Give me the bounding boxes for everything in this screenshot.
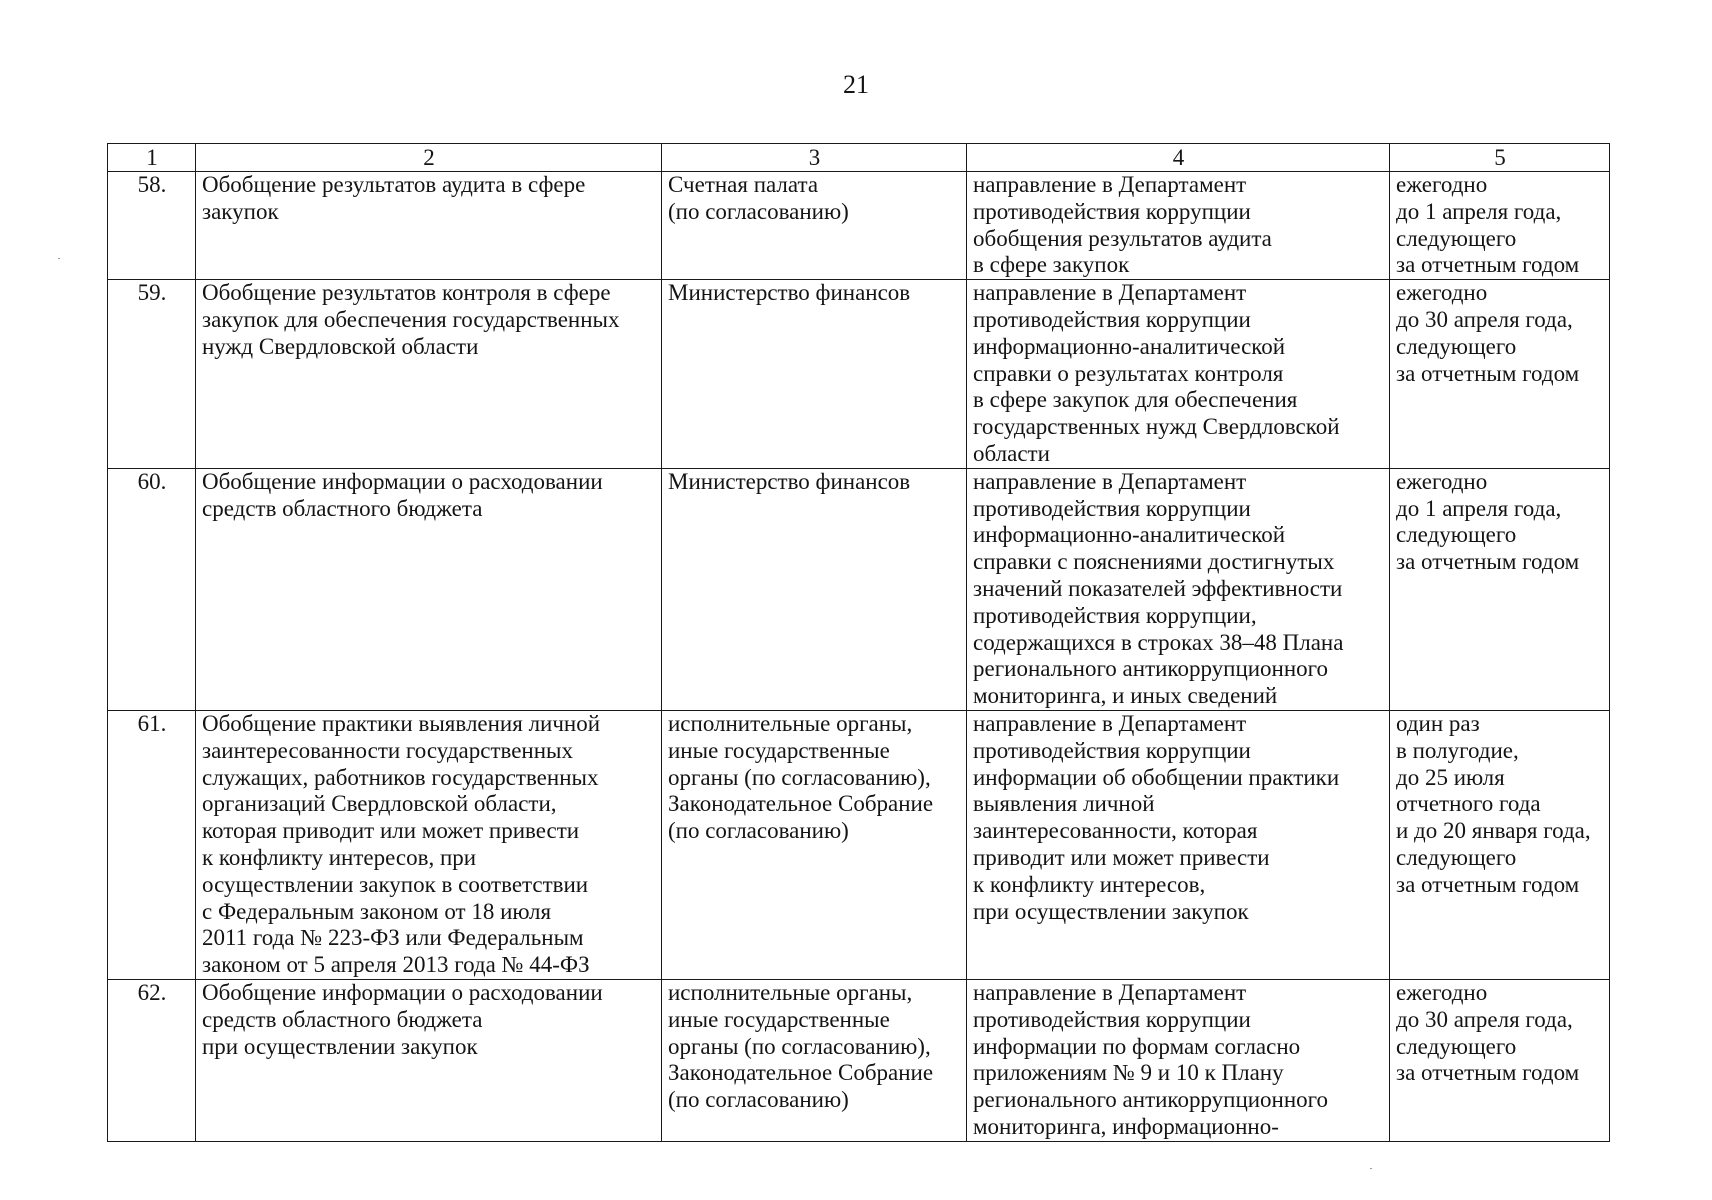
- cell-line: иные государственные: [668, 1006, 890, 1032]
- cell-line: отчетного года: [1396, 791, 1541, 817]
- cell-line: ежегодно: [1396, 979, 1488, 1005]
- plan-table: [107, 143, 1610, 1142]
- cell-line: ежегодно: [1396, 468, 1488, 494]
- cell-line: противодействия коррупции: [973, 1006, 1251, 1032]
- cell-line: которая приводит или может привести: [202, 818, 580, 844]
- cell-line: закупок для обеспечения государственных: [202, 306, 620, 332]
- cell-line: до 1 апреля года,: [1396, 495, 1562, 521]
- cell-line: следующего: [1396, 333, 1517, 359]
- cell-line: следующего: [1396, 522, 1517, 548]
- cell-line: исполнительные органы,: [668, 979, 913, 1005]
- cell-line: до 1 апреля года,: [1396, 198, 1562, 224]
- executor-cell: [662, 710, 967, 979]
- cell-line: с Федеральным законом от 18 июля: [202, 898, 552, 924]
- cell-line: противодействия коррупции: [973, 198, 1251, 224]
- cell-line: направление в Департамент: [973, 468, 1247, 494]
- cell-line: направление в Департамент: [973, 280, 1247, 306]
- header-cell-5: 5: [1390, 144, 1610, 172]
- cell-line: за отчетным годом: [1396, 252, 1580, 278]
- cell-line: за отчетным годом: [1396, 871, 1580, 897]
- row-number-cell: 60.: [108, 468, 196, 710]
- cell-line: закупок: [202, 198, 279, 224]
- table-row: [108, 979, 1610, 1141]
- cell-line: органы (по согласованию),: [668, 1033, 931, 1059]
- cell-line: направление в Департамент: [973, 710, 1247, 736]
- cell-line: Обобщение результатов контроля в сфере: [202, 280, 611, 306]
- cell-line: к конфликту интересов,: [973, 871, 1206, 897]
- cell-line: противодействия коррупции: [973, 306, 1251, 332]
- table-row: [108, 468, 1610, 710]
- measure-cell: [196, 172, 662, 280]
- cell-line: справки о результатах контроля: [973, 360, 1284, 386]
- header-row: [108, 144, 1610, 172]
- cell-line: значений показателей эффективности: [973, 575, 1343, 601]
- cell-line: выявления личной: [973, 791, 1155, 817]
- table-row: [108, 710, 1610, 979]
- cell-line: регионального антикоррупционного: [973, 656, 1329, 682]
- cell-line: до 25 июля: [1396, 764, 1505, 790]
- result-cell: [967, 979, 1390, 1141]
- cell-line: при осуществлении закупок: [202, 1033, 478, 1059]
- cell-line: (по согласованию): [668, 198, 849, 224]
- cell-line: следующего: [1396, 225, 1517, 251]
- executor-cell: [662, 468, 967, 710]
- deadline-cell: [1390, 710, 1610, 979]
- cell-line: (по согласованию): [668, 818, 849, 844]
- executor-cell: [662, 979, 967, 1141]
- executor-cell: [662, 172, 967, 280]
- table-row: [108, 172, 1610, 280]
- cell-line: направление в Департамент: [973, 979, 1247, 1005]
- cell-line: ежегодно: [1396, 280, 1488, 306]
- cell-line: иные государственные: [668, 737, 890, 763]
- cell-line: средств областного бюджета: [202, 495, 483, 521]
- deadline-cell: [1390, 280, 1610, 469]
- cell-line: противодействия коррупции: [973, 495, 1251, 521]
- cell-line: в полугодие,: [1396, 737, 1519, 763]
- row-number-cell: 61.: [108, 710, 196, 979]
- header-cell-3: 3: [662, 144, 967, 172]
- header-cell-1: 1: [108, 144, 196, 172]
- cell-line: один раз: [1396, 710, 1480, 736]
- result-cell: [967, 710, 1390, 979]
- result-cell: [967, 468, 1390, 710]
- cell-line: осуществлении закупок в соответствии: [202, 871, 589, 897]
- cell-line: информации по формам согласно: [973, 1033, 1301, 1059]
- cell-line: средств областного бюджета: [202, 1006, 483, 1032]
- row-number-cell: 62.: [108, 979, 196, 1141]
- header-cell-4: 4: [967, 144, 1390, 172]
- table-row: [108, 280, 1610, 469]
- cell-line: следующего: [1396, 1033, 1517, 1059]
- result-cell: [967, 280, 1390, 469]
- cell-line: служащих, работников государственных: [202, 764, 599, 790]
- result-cell: [967, 172, 1390, 280]
- cell-line: мониторинга, информационно-: [973, 1113, 1279, 1139]
- cell-line: регионального антикоррупционного: [973, 1087, 1329, 1113]
- row-number-cell: 58.: [108, 172, 196, 280]
- cell-line: содержащихся в строках 38–48 Плана: [973, 629, 1344, 655]
- cell-line: приложениям № 9 и 10 к Плану: [973, 1060, 1284, 1086]
- cell-line: Обобщение информации о расходовании: [202, 979, 603, 1005]
- cell-line: и до 20 января года,: [1396, 818, 1591, 844]
- measure-cell: [196, 710, 662, 979]
- cell-line: исполнительные органы,: [668, 710, 913, 736]
- cell-line: заинтересованности государственных: [202, 737, 573, 763]
- executor-cell: [662, 280, 967, 469]
- cell-line: до 30 апреля года,: [1396, 306, 1573, 332]
- cell-line: Обобщение результатов аудита в сфере: [202, 172, 586, 197]
- scan-speck: [1370, 1168, 1372, 1169]
- cell-line: законом от 5 апреля 2013 года № 44-ФЗ: [202, 952, 590, 978]
- cell-line: Счетная палата: [668, 172, 819, 197]
- cell-line: информационно-аналитической: [973, 333, 1286, 359]
- cell-line: государственных нужд Свердловской: [973, 414, 1340, 440]
- deadline-cell: [1390, 172, 1610, 280]
- deadline-cell: [1390, 468, 1610, 710]
- cell-line: ежегодно: [1396, 172, 1488, 197]
- cell-line: Законодательное Собрание: [668, 1060, 934, 1086]
- measure-cell: [196, 468, 662, 710]
- cell-line: приводит или может привести: [973, 844, 1270, 870]
- cell-line: органы (по согласованию),: [668, 764, 931, 790]
- cell-line: (по согласованию): [668, 1087, 849, 1113]
- cell-line: мониторинга, и иных сведений: [973, 683, 1278, 709]
- scan-speck: [58, 258, 60, 259]
- row-number-cell: 59.: [108, 280, 196, 469]
- cell-line: Обобщение практики выявления личной: [202, 710, 601, 736]
- cell-line: информационно-аналитической: [973, 522, 1286, 548]
- cell-line: следующего: [1396, 844, 1517, 870]
- deadline-cell: [1390, 979, 1610, 1141]
- cell-line: при осуществлении закупок: [973, 898, 1249, 924]
- cell-line: в сфере закупок для обеспечения: [973, 387, 1298, 413]
- cell-line: за отчетным годом: [1396, 1060, 1580, 1086]
- cell-line: заинтересованности, которая: [973, 818, 1258, 844]
- cell-line: к конфликту интересов, при: [202, 844, 477, 870]
- cell-line: за отчетным годом: [1396, 549, 1580, 575]
- cell-line: информации об обобщении практики: [973, 764, 1340, 790]
- cell-line: в сфере закупок: [973, 252, 1130, 278]
- cell-line: справки с пояснениями достигнутых: [973, 549, 1335, 575]
- cell-line: до 30 апреля года,: [1396, 1006, 1573, 1032]
- cell-line: 2011 года № 223-ФЗ или Федеральным: [202, 925, 584, 951]
- cell-line: организаций Свердловской области,: [202, 791, 557, 817]
- cell-line: нужд Свердловской области: [202, 333, 479, 359]
- cell-line: обобщения результатов аудита: [973, 225, 1272, 251]
- measure-cell: [196, 979, 662, 1141]
- cell-line: Законодательное Собрание: [668, 791, 934, 817]
- cell-line: Министерство финансов: [668, 280, 911, 306]
- page-number: 21: [843, 70, 869, 99]
- cell-line: за отчетным годом: [1396, 360, 1580, 386]
- header-cell-2: 2: [196, 144, 662, 172]
- cell-line: противодействия коррупции: [973, 737, 1251, 763]
- cell-line: направление в Департамент: [973, 172, 1247, 197]
- cell-line: Министерство финансов: [668, 468, 911, 494]
- cell-line: Обобщение информации о расходовании: [202, 468, 603, 494]
- cell-line: области: [973, 440, 1050, 466]
- cell-line: противодействия коррупции,: [973, 602, 1257, 628]
- measure-cell: [196, 280, 662, 469]
